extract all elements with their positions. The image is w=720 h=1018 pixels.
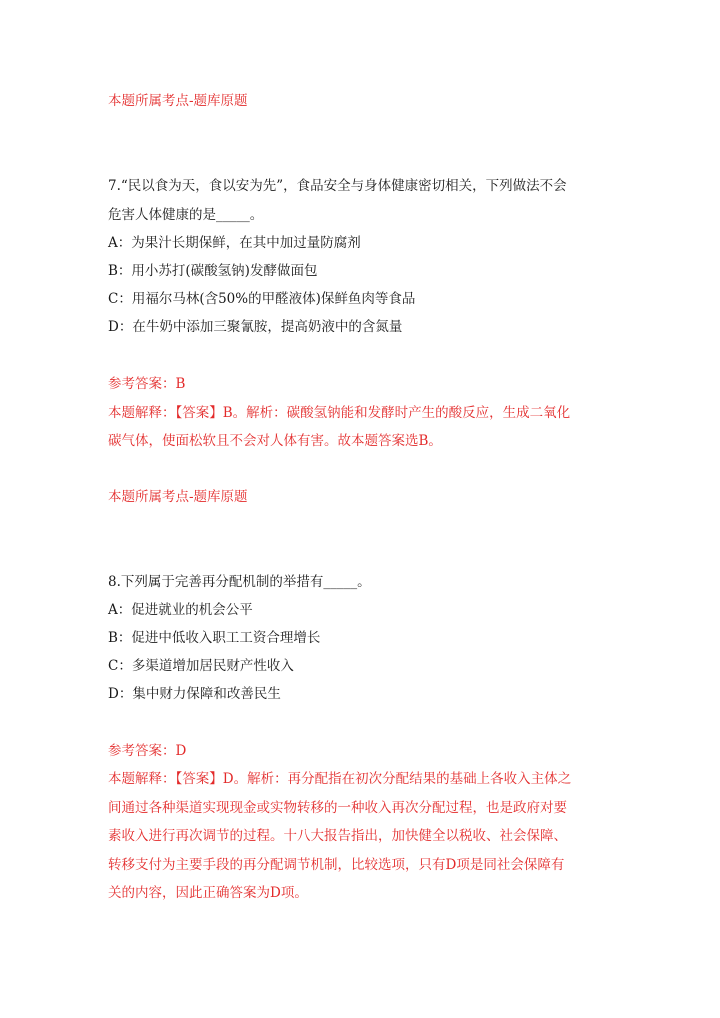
- q7-option-b: B：用小苏打(碳酸氢钠)发酵做面包: [108, 263, 318, 279]
- q8-answer: 参考答案：D: [108, 743, 187, 759]
- q8-option-a: A：促进就业的机会公平: [108, 602, 253, 618]
- q7-stem-line-2: 危害人体健康的是_____。: [108, 207, 264, 223]
- q8-explanation-line-4: 转移支付为主要手段的再分配调节机制，比较选项，只有D项是同社会保障有: [108, 857, 565, 873]
- q8-option-d: D：集中财力保障和改善民生: [108, 686, 281, 702]
- top-source-note: 本题所属考点-题库原题: [108, 93, 248, 109]
- q7-answer: 参考答案：B: [108, 376, 186, 392]
- q7-option-a: A：为果汁长期保鲜，在其中加过量防腐剂: [108, 235, 361, 251]
- q7-option-d: D：在牛奶中添加三聚氰胺，提高奶液中的含氮量: [108, 319, 403, 335]
- q8-explanation-line-2: 间通过各种渠道实现现金或实物转移的一种收入再次分配过程，也是政府对要: [108, 800, 567, 816]
- q8-explanation-line-3: 素收入进行再次调节的过程。十八大报告指出，加快健全以税收、社会保障、: [108, 828, 567, 844]
- q8-explanation-line-1: 本题解释：【答案】D。解析：再分配指在初次分配结果的基础上各收入主体之: [108, 771, 572, 787]
- q8-stem-line-1: 8.下列属于完善再分配机制的举措有_____。: [108, 574, 371, 590]
- q8-explanation-line-5: 关的内容，因此正确答案为D项。: [108, 885, 308, 901]
- q8-option-b: B：促进中低收入职工工资合理增长: [108, 630, 321, 646]
- q7-source-note: 本题所属考点-题库原题: [108, 489, 248, 505]
- q7-explanation-line-1: 本题解释：【答案】B。解析：碳酸氢钠能和发酵时产生的酸反应，生成二氧化: [108, 405, 571, 421]
- q7-explanation-line-2: 碳气体，使面松软且不会对人体有害。故本题答案选B。: [108, 433, 442, 449]
- q7-stem-line-1: 7.“民以食为天，食以安为先”，食品安全与身体健康密切相关，下列做法不会: [108, 178, 567, 194]
- q7-option-c: C：用福尔马林(含50%的甲醛液体)保鲜鱼肉等食品: [108, 291, 416, 307]
- q8-option-c: C：多渠道增加居民财产性收入: [108, 658, 294, 674]
